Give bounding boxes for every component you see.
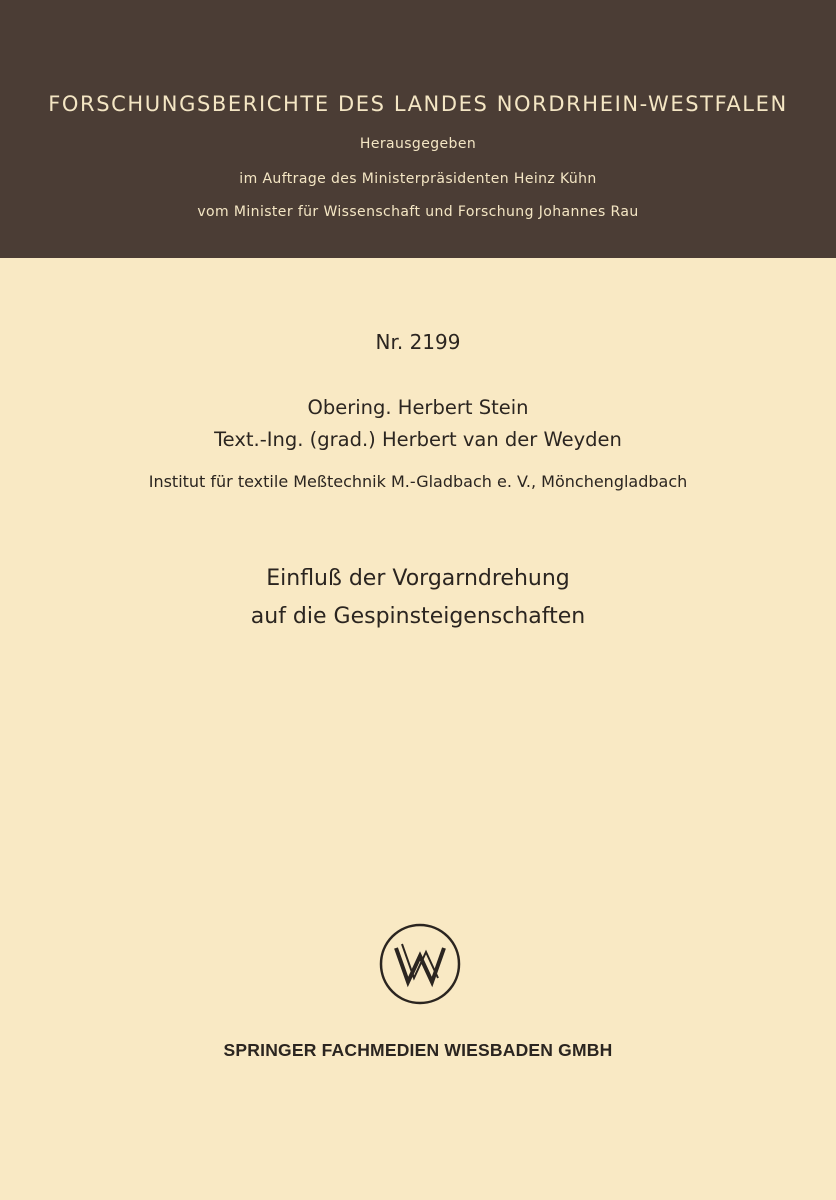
- title-line-1: Einfluß der Vorgarndrehung: [266, 566, 570, 591]
- institute: Institut für textile Meßtechnik M.-Gladbach e. V., Mönchengladbach: [148, 472, 688, 491]
- editor-line-3: vom Minister für Wissenschaft und Forschung Johannes Rau: [197, 204, 639, 220]
- author-1: Obering. Herbert Stein: [307, 396, 529, 419]
- report-number: Nr. 2199: [375, 330, 461, 354]
- author-2: Text.-Ing. (grad.) Herbert van der Weyden: [214, 428, 622, 451]
- title-line-2: auf die Gespinsteigenschaften: [250, 604, 586, 629]
- header-band: [0, 0, 836, 258]
- springer-vw-logo-icon: [378, 922, 462, 1006]
- editor-line-1: Herausgegeben: [359, 136, 477, 152]
- series-title: FORSCHUNGSBERICHTE DES LANDES NORDRHEIN-WESTFALEN: [48, 92, 788, 116]
- publisher: SPRINGER FACHMEDIEN WIESBADEN GMBH: [223, 1040, 613, 1060]
- editor-line-2: im Auftrage des Ministerpräsidenten Heinz Kühn: [239, 171, 597, 187]
